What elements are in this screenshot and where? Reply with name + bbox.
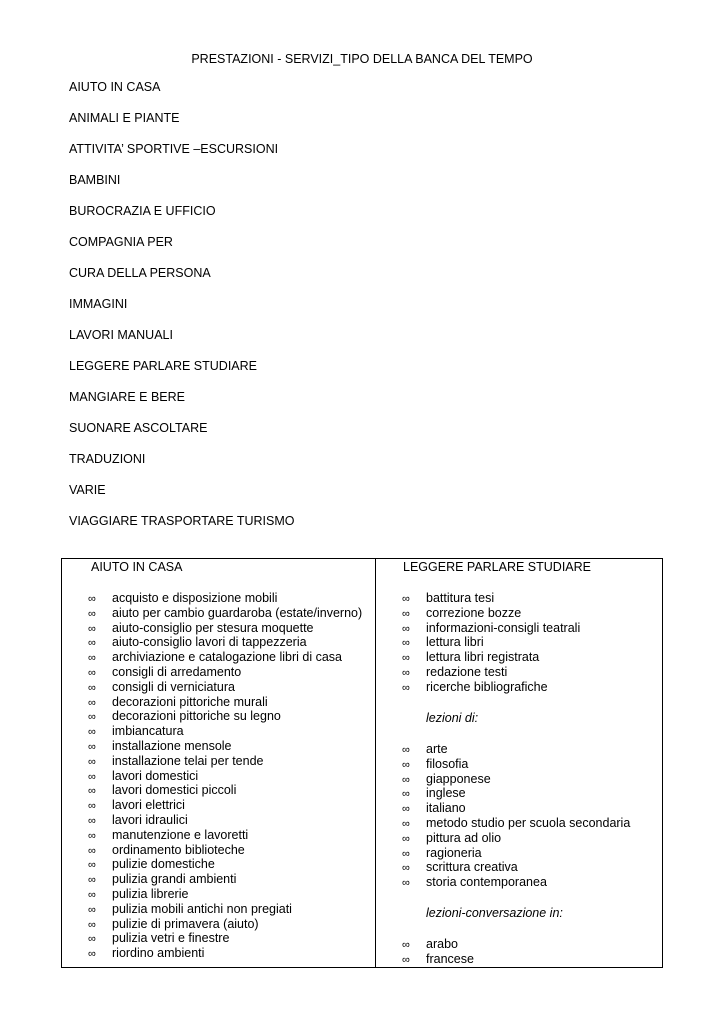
list-item-text: giapponese xyxy=(426,771,491,786)
list-item-text: correzione bozze xyxy=(426,605,522,620)
list-item-text: scrittura creativa xyxy=(426,860,518,875)
category-item: SUONARE ASCOLTARE xyxy=(69,421,208,435)
bullet-icon: ∞ xyxy=(402,939,410,951)
list-item xyxy=(88,813,362,828)
page-title: PRESTAZIONI - SERVIZI_TIPO DELLA BANCA DEL TEMPO xyxy=(191,52,533,66)
bullet-icon: ∞ xyxy=(402,847,410,860)
list-item xyxy=(88,931,362,946)
bullet-icon: ∞ xyxy=(88,933,96,946)
bullet-icon: ∞ xyxy=(88,903,96,916)
list-item xyxy=(402,680,580,695)
list-item-text: lavori domestici xyxy=(112,768,199,783)
category-item: VIAGGIARE TRASPORTARE TURISMO xyxy=(69,514,295,528)
list-item-text: battitura tesi xyxy=(426,591,495,605)
list-item xyxy=(402,635,580,650)
list-item-text: arabo xyxy=(426,937,458,951)
bullet-icon: ∞ xyxy=(402,681,410,694)
list-item-text: pulizia vetri e finestre xyxy=(112,931,230,946)
bullet-list xyxy=(402,937,474,967)
category-item: ANIMALI E PIANTE xyxy=(69,111,180,125)
list-item-text: pulizie domestiche xyxy=(112,857,215,872)
list-item xyxy=(402,591,580,606)
list-item xyxy=(88,798,362,813)
bullet-icon: ∞ xyxy=(88,814,96,827)
bullet-icon: ∞ xyxy=(402,877,410,890)
category-item: BAMBINI xyxy=(69,173,121,187)
list-item-text: pittura ad olio xyxy=(426,830,502,845)
category-item: TRADUZIONI xyxy=(69,452,146,466)
category-item: BUROCRAZIA E UFFICIO xyxy=(69,204,216,218)
list-item-text: storia contemporanea xyxy=(426,875,547,890)
bullet-icon: ∞ xyxy=(88,844,96,857)
list-item-text: redazione testi xyxy=(426,664,508,679)
bullet-icon: ∞ xyxy=(88,607,96,620)
list-item-text: aiuto-consiglio lavori di tappezzeria xyxy=(112,635,307,650)
bullet-icon: ∞ xyxy=(402,832,410,845)
bullet-icon: ∞ xyxy=(88,740,96,753)
category-item: IMMAGINI xyxy=(69,297,128,311)
list-item xyxy=(88,709,362,724)
list-item xyxy=(88,650,362,665)
leggere-parlare-studiare-column xyxy=(376,559,662,967)
list-item xyxy=(402,606,580,621)
list-item xyxy=(402,650,580,665)
list-item xyxy=(88,724,362,739)
bullet-icon: ∞ xyxy=(402,622,410,635)
list-item xyxy=(88,769,362,784)
bullet-icon: ∞ xyxy=(402,652,410,665)
list-item xyxy=(88,665,362,680)
list-item xyxy=(88,946,362,961)
bullet-icon: ∞ xyxy=(88,800,96,813)
list-item-text: installazione telai per tende xyxy=(112,753,264,768)
bullet-icon: ∞ xyxy=(88,888,96,901)
bullet-icon: ∞ xyxy=(88,652,96,665)
list-item xyxy=(402,875,630,890)
list-item-text: ricerche bibliografiche xyxy=(426,679,548,694)
bullet-list xyxy=(402,591,580,695)
list-item xyxy=(402,742,630,757)
bullet-icon: ∞ xyxy=(402,803,410,816)
list-item-text: lavori domestici piccoli xyxy=(112,783,237,798)
bullet-icon: ∞ xyxy=(402,773,410,786)
bullet-icon: ∞ xyxy=(402,744,410,756)
bullet-icon: ∞ xyxy=(88,696,96,709)
bullet-icon: ∞ xyxy=(402,862,410,875)
bullet-icon: ∞ xyxy=(402,788,410,801)
bullet-icon: ∞ xyxy=(402,953,410,966)
list-item xyxy=(88,635,362,650)
category-item: VARIE xyxy=(69,483,106,497)
list-item xyxy=(88,606,362,621)
list-item xyxy=(88,843,362,858)
services-table xyxy=(61,558,663,968)
bullet-icon: ∞ xyxy=(88,785,96,798)
bullet-icon: ∞ xyxy=(402,637,410,650)
bullet-icon: ∞ xyxy=(88,948,96,961)
list-item xyxy=(88,887,362,902)
list-item-text: archiviazione e catalogazione libri di casa xyxy=(112,650,342,665)
list-item xyxy=(88,621,362,636)
bullet-icon: ∞ xyxy=(88,829,96,842)
bullet-icon: ∞ xyxy=(88,770,96,783)
list-item-text: informazioni-consigli teatrali xyxy=(426,620,581,635)
column-header: AIUTO IN CASA xyxy=(91,560,183,574)
bullet-icon: ∞ xyxy=(88,874,96,887)
list-item-text: pulizia librerie xyxy=(112,886,189,901)
lessons-heading: lezioni di: xyxy=(426,711,479,725)
bullet-icon: ∞ xyxy=(88,711,96,724)
list-item xyxy=(88,902,362,917)
list-item-text: pulizie di primavera (aiuto) xyxy=(112,916,259,931)
list-item-text: pulizia mobili antichi non pregiati xyxy=(112,901,292,916)
bullet-icon: ∞ xyxy=(88,681,96,694)
list-item-text: lettura libri xyxy=(426,635,484,650)
list-item-text: consigli di arredamento xyxy=(112,664,242,679)
category-item: CURA DELLA PERSONA xyxy=(69,266,211,280)
list-item xyxy=(402,757,630,772)
list-item xyxy=(88,917,362,932)
category-item: LAVORI MANUALI xyxy=(69,328,173,342)
list-item-text: inglese xyxy=(426,786,466,801)
list-item-text: pulizia grandi ambienti xyxy=(112,872,237,887)
list-item-text: consigli di verniciatura xyxy=(112,679,235,694)
list-item xyxy=(402,937,474,952)
column-header: LEGGERE PARLARE STUDIARE xyxy=(403,560,592,574)
list-item xyxy=(88,680,362,695)
list-item xyxy=(402,801,630,816)
bullet-icon: ∞ xyxy=(402,817,410,830)
bullet-icon: ∞ xyxy=(88,859,96,872)
bullet-icon: ∞ xyxy=(88,622,96,635)
bullet-icon: ∞ xyxy=(88,726,96,739)
list-item xyxy=(88,828,362,843)
category-item: AIUTO IN CASA xyxy=(69,80,161,94)
list-item xyxy=(88,754,362,769)
list-item-text: manutenzione e lavoretti xyxy=(112,827,249,842)
list-item xyxy=(88,591,362,606)
aiuto-in-casa-column xyxy=(62,559,376,967)
category-item: MANGIARE E BERE xyxy=(69,390,185,404)
list-item-text: decorazioni pittoriche murali xyxy=(112,694,268,709)
list-item xyxy=(402,665,580,680)
list-item-text: aiuto-consiglio per stesura moquette xyxy=(112,620,314,635)
list-item-text: acquisto e disposizione mobili xyxy=(112,591,278,605)
list-item-text: installazione mensole xyxy=(112,738,232,753)
list-item-text: lavori idraulici xyxy=(112,812,188,827)
category-list xyxy=(69,80,295,545)
list-item xyxy=(88,872,362,887)
list-item xyxy=(88,857,362,872)
list-item-text: arte xyxy=(426,742,448,756)
bullet-icon: ∞ xyxy=(402,593,410,605)
list-item-text: lavori elettrici xyxy=(112,798,185,813)
category-item: COMPAGNIA PER xyxy=(69,235,173,249)
list-item xyxy=(402,786,630,801)
bullet-icon: ∞ xyxy=(88,755,96,768)
list-item-text: filosofia xyxy=(426,756,469,771)
list-item xyxy=(88,695,362,710)
list-item xyxy=(402,952,474,967)
list-item xyxy=(402,816,630,831)
list-item xyxy=(88,739,362,754)
bullet-icon: ∞ xyxy=(402,607,410,620)
list-item xyxy=(402,860,630,875)
category-item: LEGGERE PARLARE STUDIARE xyxy=(69,359,258,373)
list-item-text: metodo studio per scuola secondaria xyxy=(426,815,631,830)
bullet-icon: ∞ xyxy=(402,758,410,771)
list-item-text: lettura libri registrata xyxy=(426,650,540,665)
conversation-heading: lezioni-conversazione in: xyxy=(426,906,563,920)
list-item-text: ordinamento biblioteche xyxy=(112,842,245,857)
list-item-text: aiuto per cambio guardaroba (estate/inverno) xyxy=(112,605,363,620)
category-item: ATTIVITA’ SPORTIVE –ESCURSIONI xyxy=(69,142,279,156)
list-item-text: ragioneria xyxy=(426,845,482,860)
bullet-icon: ∞ xyxy=(88,637,96,650)
list-item xyxy=(402,621,580,636)
bullet-icon: ∞ xyxy=(88,593,96,605)
bullet-icon: ∞ xyxy=(88,666,96,679)
bullet-list xyxy=(88,591,362,961)
list-item-text: italiano xyxy=(426,801,466,816)
list-item xyxy=(402,846,630,861)
bullet-icon: ∞ xyxy=(402,666,410,679)
list-item-text: imbiancatura xyxy=(112,724,184,739)
list-item-text: decorazioni pittoriche su legno xyxy=(112,709,281,724)
list-item-text: riordino ambienti xyxy=(112,946,205,961)
list-item xyxy=(402,831,630,846)
list-item-text: francese xyxy=(426,951,474,966)
bullet-icon: ∞ xyxy=(88,918,96,931)
list-item xyxy=(88,783,362,798)
list-item xyxy=(402,772,630,787)
bullet-list xyxy=(402,742,630,890)
